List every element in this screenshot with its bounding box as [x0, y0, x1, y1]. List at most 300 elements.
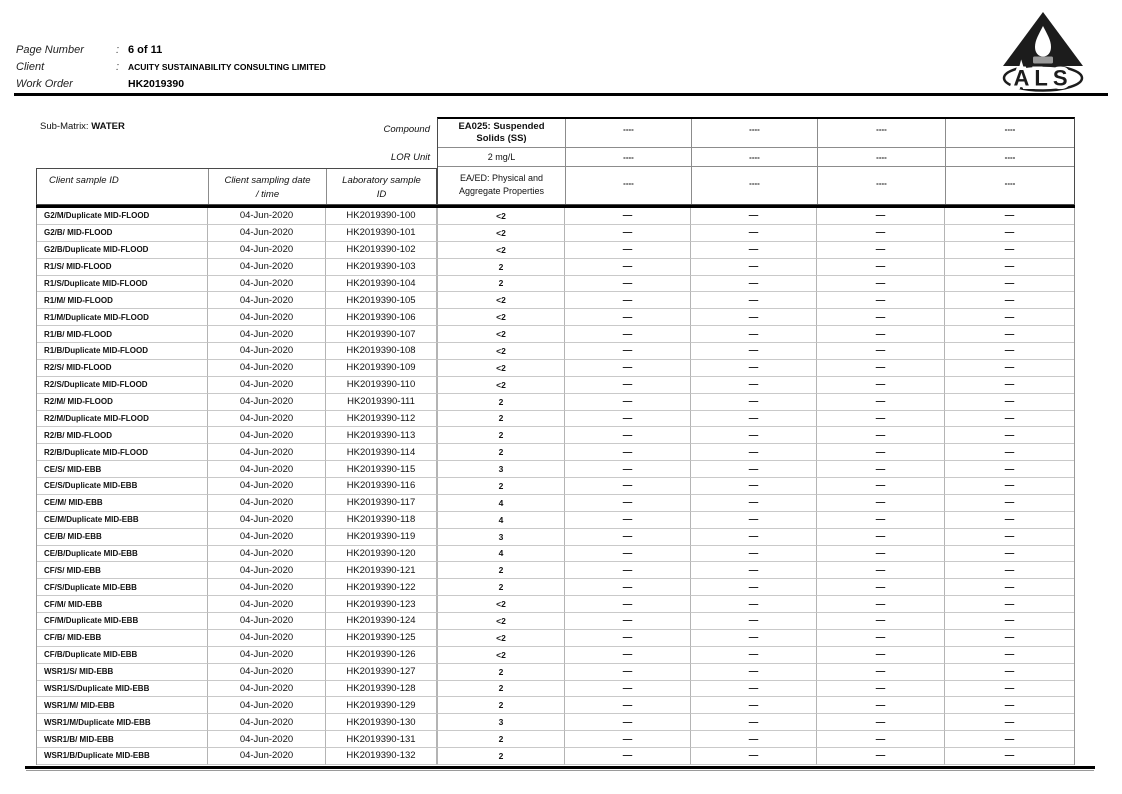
cell-suspended-solids: <2	[437, 326, 565, 343]
cell-client-sample-id: WSR1/M/ MID-EBB	[37, 697, 208, 714]
compound-column	[565, 119, 691, 204]
cell-empty-result: —	[565, 681, 691, 698]
cell-lab-sample-id: HK2019390-108	[326, 343, 437, 360]
cell-sampling-date: 04-Jun-2020	[208, 630, 326, 647]
cell-empty-result: —	[945, 377, 1074, 394]
cell-empty-result: —	[817, 562, 945, 579]
cell-lab-sample-id: HK2019390-101	[326, 225, 437, 242]
cell-empty-result: —	[945, 647, 1074, 664]
cell-lab-sample-id: HK2019390-113	[326, 427, 437, 444]
cell-suspended-solids: 2	[437, 411, 565, 428]
cell-empty-result: —	[691, 630, 817, 647]
cell-empty-result: —	[945, 208, 1074, 225]
cell-sampling-date: 04-Jun-2020	[208, 208, 326, 225]
header-divider	[14, 93, 1108, 96]
cell-empty-result: —	[817, 748, 945, 765]
cell-empty-result: —	[817, 613, 945, 630]
cell-client-sample-id: R1/M/ MID-FLOOD	[37, 292, 208, 309]
cell-suspended-solids: 3	[437, 461, 565, 478]
compound-method: ----	[876, 179, 887, 189]
cell-suspended-solids: 4	[437, 495, 565, 512]
cell-sampling-date: 04-Jun-2020	[208, 292, 326, 309]
compound-column	[438, 119, 565, 204]
cell-lab-sample-id: HK2019390-117	[326, 495, 437, 512]
cell-empty-result: —	[691, 529, 817, 546]
cell-client-sample-id: R1/B/Duplicate MID-FLOOD	[37, 343, 208, 360]
cell-sampling-date: 04-Jun-2020	[208, 613, 326, 630]
cell-empty-result: —	[691, 478, 817, 495]
cell-suspended-solids: 2	[437, 579, 565, 596]
cell-sampling-date: 04-Jun-2020	[208, 394, 326, 411]
table-row	[37, 377, 1074, 394]
cell-empty-result: —	[565, 579, 691, 596]
work-order-row	[16, 74, 184, 88]
cell-suspended-solids: <2	[437, 647, 565, 664]
cell-empty-result: —	[565, 326, 691, 343]
cell-suspended-solids: 2	[437, 681, 565, 698]
cell-empty-result: —	[565, 208, 691, 225]
cell-sampling-date: 04-Jun-2020	[208, 512, 326, 529]
cell-empty-result: —	[945, 343, 1074, 360]
cell-lab-sample-id: HK2019390-127	[326, 664, 437, 681]
cell-empty-result: —	[691, 360, 817, 377]
compound-title: ----	[692, 119, 817, 148]
cell-empty-result: —	[691, 461, 817, 478]
cell-suspended-solids: 2	[437, 276, 565, 293]
cell-client-sample-id: R1/S/ MID-FLOOD	[37, 259, 208, 276]
cell-empty-result: —	[945, 748, 1074, 765]
cell-empty-result: —	[817, 512, 945, 529]
cell-suspended-solids: <2	[437, 242, 565, 259]
cell-empty-result: —	[817, 546, 945, 563]
cell-suspended-solids: <2	[437, 360, 565, 377]
cell-empty-result: —	[565, 596, 691, 613]
cell-empty-result: —	[945, 731, 1074, 748]
cell-sampling-date: 04-Jun-2020	[208, 377, 326, 394]
cell-empty-result: —	[817, 427, 945, 444]
cell-empty-result: —	[817, 579, 945, 596]
cell-empty-result: —	[817, 596, 945, 613]
cell-lab-sample-id: HK2019390-119	[326, 529, 437, 546]
cell-lab-sample-id: HK2019390-109	[326, 360, 437, 377]
compound-title: ----	[566, 119, 691, 148]
cell-client-sample-id: CE/B/Duplicate MID-EBB	[37, 546, 208, 563]
cell-empty-result: —	[691, 613, 817, 630]
cell-sampling-date: 04-Jun-2020	[208, 427, 326, 444]
col-header-client-sample-id	[37, 169, 208, 204]
cell-lab-sample-id: HK2019390-125	[326, 630, 437, 647]
cell-empty-result: —	[565, 309, 691, 326]
table-row	[37, 714, 1074, 731]
cell-suspended-solids: 2	[437, 697, 565, 714]
cell-sampling-date: 04-Jun-2020	[208, 579, 326, 596]
cell-empty-result: —	[691, 427, 817, 444]
table-row	[37, 647, 1074, 664]
compound-lor: ----	[566, 148, 691, 167]
cell-sampling-date: 04-Jun-2020	[208, 276, 326, 293]
page-number-label: Page Number	[16, 44, 84, 56]
compound-lor: ----	[692, 148, 817, 167]
table-row	[37, 748, 1074, 765]
cell-empty-result: —	[565, 444, 691, 461]
cell-empty-result: —	[945, 427, 1074, 444]
cell-lab-sample-id: HK2019390-114	[326, 444, 437, 461]
cell-empty-result: —	[565, 377, 691, 394]
cell-empty-result: —	[565, 411, 691, 428]
col-header-line: Client sample ID	[49, 175, 119, 186]
cell-empty-result: —	[691, 664, 817, 681]
cell-empty-result: —	[817, 731, 945, 748]
cell-suspended-solids: 2	[437, 748, 565, 765]
cell-lab-sample-id: HK2019390-112	[326, 411, 437, 428]
compound-column	[691, 119, 817, 204]
cell-empty-result: —	[691, 714, 817, 731]
cell-suspended-solids: 2	[437, 259, 565, 276]
compound-method: ----	[1004, 179, 1016, 189]
cell-empty-result: —	[817, 276, 945, 293]
table-bottom-rule	[25, 766, 1095, 769]
client-row	[16, 57, 326, 71]
cell-suspended-solids: <2	[437, 613, 565, 630]
cell-empty-result: —	[945, 411, 1074, 428]
cell-client-sample-id: G2/B/Duplicate MID-FLOOD	[37, 242, 208, 259]
cell-empty-result: —	[817, 259, 945, 276]
cell-empty-result: —	[565, 427, 691, 444]
cell-empty-result: —	[945, 309, 1074, 326]
table-row	[37, 360, 1074, 377]
cell-lab-sample-id: HK2019390-115	[326, 461, 437, 478]
cell-lab-sample-id: HK2019390-131	[326, 731, 437, 748]
cell-lab-sample-id: HK2019390-104	[326, 276, 437, 293]
cell-lab-sample-id: HK2019390-124	[326, 613, 437, 630]
table-row	[37, 731, 1074, 748]
compound-lor: ----	[946, 148, 1074, 167]
cell-sampling-date: 04-Jun-2020	[208, 664, 326, 681]
cell-empty-result: —	[565, 360, 691, 377]
cell-suspended-solids: 4	[437, 546, 565, 563]
cell-empty-result: —	[565, 292, 691, 309]
cell-empty-result: —	[817, 394, 945, 411]
page-number-colon: :	[116, 44, 120, 56]
cell-sampling-date: 04-Jun-2020	[208, 444, 326, 461]
cell-empty-result: —	[691, 242, 817, 259]
cell-empty-result: —	[817, 697, 945, 714]
cell-sampling-date: 04-Jun-2020	[208, 596, 326, 613]
cell-suspended-solids: 4	[437, 512, 565, 529]
cell-empty-result: —	[565, 546, 691, 563]
cell-empty-result: —	[565, 259, 691, 276]
table-row	[37, 225, 1074, 242]
cell-empty-result: —	[691, 208, 817, 225]
cell-empty-result: —	[817, 444, 945, 461]
col-header-line: ID	[376, 188, 387, 200]
cell-empty-result: —	[691, 512, 817, 529]
table-row	[37, 259, 1074, 276]
compound-column	[817, 119, 945, 204]
cell-client-sample-id: CF/S/ MID-EBB	[37, 562, 208, 579]
cell-empty-result: —	[945, 714, 1074, 731]
work-order-label: Work Order	[16, 78, 73, 90]
cell-empty-result: —	[691, 377, 817, 394]
col-header-line: / time	[255, 188, 280, 200]
page-number-value: 6 of 11	[128, 44, 163, 56]
table-row	[37, 512, 1074, 529]
table-row	[37, 697, 1074, 714]
table-row	[37, 411, 1074, 428]
table-row	[37, 562, 1074, 579]
cell-empty-result: —	[817, 495, 945, 512]
cell-sampling-date: 04-Jun-2020	[208, 546, 326, 563]
cell-suspended-solids: 2	[437, 562, 565, 579]
table-row	[37, 579, 1074, 596]
client-label: Client	[16, 61, 45, 73]
cell-sampling-date: 04-Jun-2020	[208, 731, 326, 748]
cell-empty-result: —	[691, 546, 817, 563]
cell-empty-result: —	[691, 731, 817, 748]
cell-sampling-date: 04-Jun-2020	[208, 309, 326, 326]
cell-empty-result: —	[565, 748, 691, 765]
compound-table	[437, 117, 1075, 205]
cell-lab-sample-id: HK2019390-130	[326, 714, 437, 731]
cell-empty-result: —	[691, 276, 817, 293]
cell-suspended-solids: 3	[437, 529, 565, 546]
cell-client-sample-id: WSR1/S/Duplicate MID-EBB	[37, 681, 208, 698]
cell-empty-result: —	[945, 292, 1074, 309]
col-header-sampling-date	[208, 169, 326, 204]
cell-suspended-solids: <2	[437, 309, 565, 326]
compound-method: ----	[623, 179, 634, 189]
cell-sampling-date: 04-Jun-2020	[208, 343, 326, 360]
cell-client-sample-id: CF/M/ MID-EBB	[37, 596, 208, 613]
cell-client-sample-id: R1/M/Duplicate MID-FLOOD	[37, 309, 208, 326]
cell-client-sample-id: WSR1/B/ MID-EBB	[37, 731, 208, 748]
cell-lab-sample-id: HK2019390-102	[326, 242, 437, 259]
cell-client-sample-id: WSR1/M/Duplicate MID-EBB	[37, 714, 208, 731]
cell-empty-result: —	[945, 394, 1074, 411]
table-row	[37, 394, 1074, 411]
cell-empty-result: —	[691, 444, 817, 461]
cell-empty-result: —	[817, 529, 945, 546]
cell-suspended-solids: 3	[437, 714, 565, 731]
compound-method: EA/ED: Physical and Aggregate Properties	[458, 173, 545, 196]
cell-empty-result: —	[817, 242, 945, 259]
cell-empty-result: —	[817, 647, 945, 664]
logo-text: ALS	[1013, 65, 1073, 91]
cell-lab-sample-id: HK2019390-103	[326, 259, 437, 276]
cell-empty-result: —	[691, 259, 817, 276]
cell-lab-sample-id: HK2019390-129	[326, 697, 437, 714]
cell-empty-result: —	[817, 461, 945, 478]
cell-empty-result: —	[691, 411, 817, 428]
cell-empty-result: —	[691, 394, 817, 411]
table-row	[37, 664, 1074, 681]
cell-client-sample-id: CE/M/ MID-EBB	[37, 495, 208, 512]
cell-empty-result: —	[945, 276, 1074, 293]
cell-empty-result: —	[565, 697, 691, 714]
cell-sampling-date: 04-Jun-2020	[208, 714, 326, 731]
cell-sampling-date: 04-Jun-2020	[208, 259, 326, 276]
cell-empty-result: —	[691, 495, 817, 512]
cell-client-sample-id: CE/M/Duplicate MID-EBB	[37, 512, 208, 529]
cell-client-sample-id: CF/B/Duplicate MID-EBB	[37, 647, 208, 664]
cell-empty-result: —	[565, 562, 691, 579]
cell-empty-result: —	[945, 613, 1074, 630]
cell-sampling-date: 04-Jun-2020	[208, 647, 326, 664]
cell-empty-result: —	[565, 343, 691, 360]
cell-empty-result: —	[817, 343, 945, 360]
table-body	[36, 208, 1075, 765]
cell-empty-result: —	[565, 731, 691, 748]
table-row	[37, 242, 1074, 259]
cell-empty-result: —	[691, 326, 817, 343]
cell-empty-result: —	[817, 292, 945, 309]
table-row	[37, 546, 1074, 563]
cell-empty-result: —	[817, 309, 945, 326]
cell-empty-result: —	[565, 242, 691, 259]
cell-lab-sample-id: HK2019390-100	[326, 208, 437, 225]
cell-empty-result: —	[945, 360, 1074, 377]
cell-empty-result: —	[945, 664, 1074, 681]
table-row	[37, 276, 1074, 293]
cell-client-sample-id: CE/B/ MID-EBB	[37, 529, 208, 546]
cell-empty-result: —	[565, 276, 691, 293]
cell-empty-result: —	[945, 562, 1074, 579]
compound-label: Compound	[383, 124, 430, 135]
table-row	[37, 326, 1074, 343]
compound-column	[945, 119, 1074, 204]
table-row	[37, 495, 1074, 512]
cell-empty-result: —	[817, 478, 945, 495]
table-row	[37, 529, 1074, 546]
cell-lab-sample-id: HK2019390-123	[326, 596, 437, 613]
cell-sampling-date: 04-Jun-2020	[208, 478, 326, 495]
cell-client-sample-id: R2/M/ MID-FLOOD	[37, 394, 208, 411]
cell-client-sample-id: CF/S/Duplicate MID-EBB	[37, 579, 208, 596]
cell-empty-result: —	[817, 377, 945, 394]
cell-lab-sample-id: HK2019390-132	[326, 748, 437, 765]
cell-empty-result: —	[817, 225, 945, 242]
cell-empty-result: —	[817, 411, 945, 428]
cell-sampling-date: 04-Jun-2020	[208, 326, 326, 343]
cell-empty-result: —	[691, 343, 817, 360]
cell-sampling-date: 04-Jun-2020	[208, 360, 326, 377]
cell-sampling-date: 04-Jun-2020	[208, 697, 326, 714]
cell-empty-result: —	[817, 360, 945, 377]
cell-empty-result: —	[691, 748, 817, 765]
table-row	[37, 681, 1074, 698]
cell-lab-sample-id: HK2019390-126	[326, 647, 437, 664]
client-value: ACUITY SUSTAINABILITY CONSULTING LIMITED	[128, 62, 326, 72]
cell-suspended-solids: 2	[437, 444, 565, 461]
cell-empty-result: —	[945, 225, 1074, 242]
cell-empty-result: —	[691, 579, 817, 596]
cell-client-sample-id: CE/S/ MID-EBB	[37, 461, 208, 478]
cell-empty-result: —	[945, 478, 1074, 495]
table-row	[37, 427, 1074, 444]
cell-empty-result: —	[817, 681, 945, 698]
compound-title: ----	[818, 119, 945, 148]
cell-sampling-date: 04-Jun-2020	[208, 495, 326, 512]
cell-empty-result: —	[945, 495, 1074, 512]
cell-empty-result: —	[565, 714, 691, 731]
cell-empty-result: —	[945, 697, 1074, 714]
cell-sampling-date: 04-Jun-2020	[208, 529, 326, 546]
cell-sampling-date: 04-Jun-2020	[208, 748, 326, 765]
cell-empty-result: —	[691, 596, 817, 613]
work-order-value: HK2019390	[128, 78, 185, 90]
cell-client-sample-id: CF/B/ MID-EBB	[37, 630, 208, 647]
cell-empty-result: —	[565, 512, 691, 529]
cell-lab-sample-id: HK2019390-111	[326, 394, 437, 411]
cell-client-sample-id: R2/B/Duplicate MID-FLOOD	[37, 444, 208, 461]
cell-suspended-solids: <2	[437, 630, 565, 647]
cell-client-sample-id: WSR1/B/Duplicate MID-EBB	[37, 748, 208, 765]
cell-client-sample-id: R1/B/ MID-FLOOD	[37, 326, 208, 343]
cell-suspended-solids: <2	[437, 343, 565, 360]
cell-empty-result: —	[945, 579, 1074, 596]
cell-empty-result: —	[691, 681, 817, 698]
cell-lab-sample-id: HK2019390-120	[326, 546, 437, 563]
sub-matrix	[40, 121, 125, 132]
cell-suspended-solids: 2	[437, 427, 565, 444]
lor-unit-label: LOR Unit	[390, 152, 430, 163]
cell-client-sample-id: CE/S/Duplicate MID-EBB	[37, 478, 208, 495]
cell-empty-result: —	[691, 225, 817, 242]
cell-sampling-date: 04-Jun-2020	[208, 242, 326, 259]
cell-lab-sample-id: HK2019390-110	[326, 377, 437, 394]
cell-lab-sample-id: HK2019390-116	[326, 478, 437, 495]
cell-empty-result: —	[817, 714, 945, 731]
sub-matrix-value: WATER	[91, 121, 125, 132]
als-logo-graphic	[988, 10, 1098, 94]
cell-sampling-date: 04-Jun-2020	[208, 225, 326, 242]
cell-empty-result: —	[945, 512, 1074, 529]
cell-empty-result: —	[565, 613, 691, 630]
table-row	[37, 444, 1074, 461]
cell-lab-sample-id: HK2019390-105	[326, 292, 437, 309]
cell-empty-result: —	[945, 242, 1074, 259]
compound-title: EA025: Suspended Solids (SS)	[438, 119, 565, 148]
cell-empty-result: —	[817, 208, 945, 225]
als-logo	[988, 10, 1098, 94]
cell-empty-result: —	[945, 529, 1074, 546]
cell-empty-result: —	[817, 664, 945, 681]
cell-sampling-date: 04-Jun-2020	[208, 681, 326, 698]
cell-empty-result: —	[945, 630, 1074, 647]
cell-suspended-solids: <2	[437, 225, 565, 242]
col-header-lab-sample-id	[326, 169, 436, 204]
cell-lab-sample-id: HK2019390-107	[326, 326, 437, 343]
table-row	[37, 343, 1074, 360]
cell-empty-result: —	[817, 326, 945, 343]
table-row	[37, 478, 1074, 495]
cell-client-sample-id: CF/M/Duplicate MID-EBB	[37, 613, 208, 630]
cell-suspended-solids: 2	[437, 731, 565, 748]
cell-suspended-solids: <2	[437, 292, 565, 309]
cell-empty-result: —	[817, 630, 945, 647]
cell-client-sample-id: R2/S/Duplicate MID-FLOOD	[37, 377, 208, 394]
table-row	[37, 613, 1074, 630]
cell-lab-sample-id: HK2019390-122	[326, 579, 437, 596]
cell-empty-result: —	[691, 562, 817, 579]
cell-lab-sample-id: HK2019390-118	[326, 512, 437, 529]
cell-suspended-solids: <2	[437, 377, 565, 394]
cell-empty-result: —	[691, 309, 817, 326]
client-header-box	[36, 168, 437, 205]
col-header-line: Client sampling date	[224, 175, 311, 186]
cell-empty-result: —	[565, 630, 691, 647]
compound-lor: 2 mg/L	[438, 148, 565, 167]
